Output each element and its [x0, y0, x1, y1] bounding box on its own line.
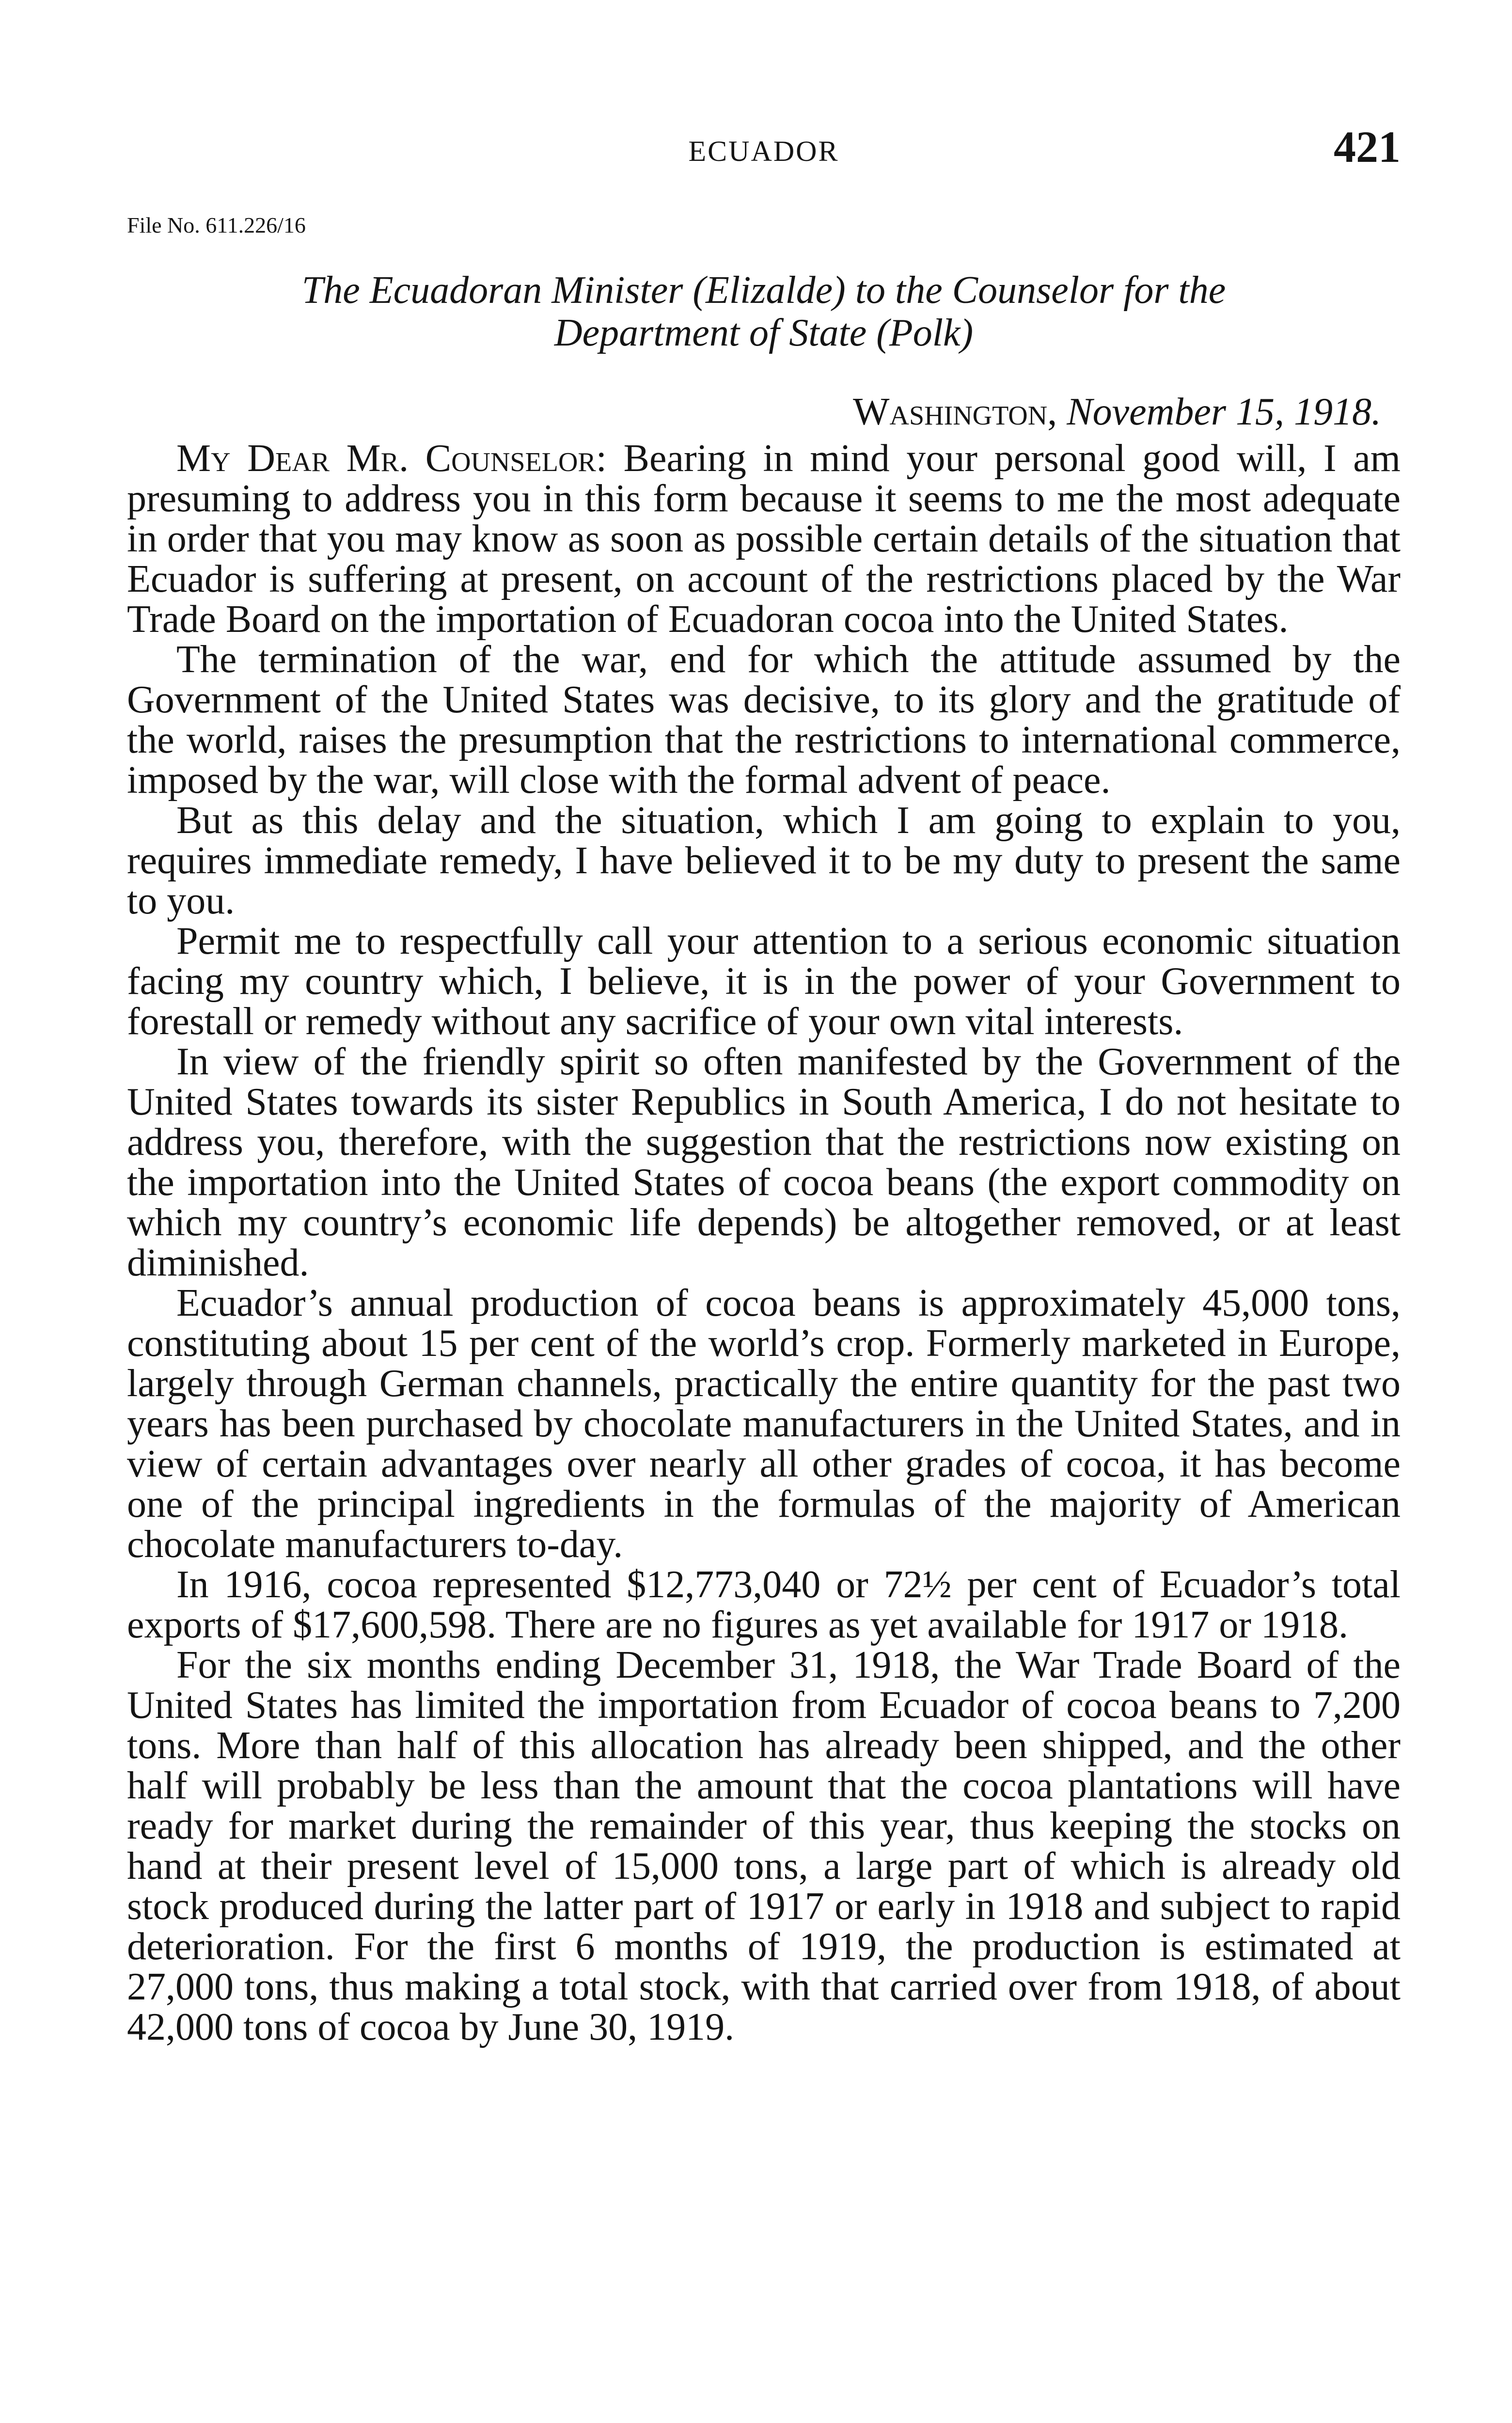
title-line-2: Department of State (Polk) [554, 312, 974, 354]
document-title [127, 269, 1401, 354]
paragraph-6: Ecuador’s annual production of cocoa beans is approximately 45,000 tons, constituting about 15 per cent of the world’s crop. Formerly marketed in Europe, largely through German channels, practically the entire quantity for the past two years has been purchased by chocolate manufacturers in the United States, and in view of certain advantages over nearly all other grades of cocoa, it has become one of the principal ingredients in the formulas of the majority of American chocolate manufacturers to-day. [127, 1282, 1401, 1566]
dateline-date: November 15, 1918. [1067, 391, 1381, 433]
paragraph-1-text: Bearing in mind your personal good will, I am presuming to address you in this form because it seems to me the most adequate in order that you may know as soon as possible certain details of the situation that Ecuador is suffering at present, on account of the restrictions placed by the War Trade Board on the importation of Ecuadoran cocoa into the United States. [127, 437, 1401, 641]
file-number: File No. 611.226/16 [127, 213, 306, 237]
paragraph-1 [127, 439, 1401, 640]
paragraph-8: For the six months ending December 31, 1918, the War Trade Board of the United States has limited the importation from Ecuador of cocoa beans to 7,200 tons. More than half of this allocation has already been shipped, and the other half will probably be less than the amount that the cocoa plantations will have ready for market during the remainder of this year, thus keeping the stocks on hand at their present level of 15,000 tons, a large part of which is already old stock produced during the latter part of 1917 or early in 1918 and subject to rapid deterioration. For the first 6 months of 1919, the production is estimated at 27,000 tons, thus making a total stock, with that carried over from 1918, of about 42,000 tons of cocoa by June 30, 1919. [127, 1644, 1401, 2048]
paragraph-3: But as this delay and the situation, which I am going to explain to you, requires immediate remedy, I have believed it to be my duty to present the same to you. [127, 799, 1401, 922]
running-head: ECUADOR [688, 135, 839, 167]
paragraph-4: Permit me to respectfully call your attention to a serious economic situation facing my country which, I believe, it is in the power of your Government to forestall or remedy without any sacrifice of your own vital interests. [127, 920, 1401, 1043]
letter-body [127, 439, 1401, 2047]
paragraph-7: In 1916, cocoa represented $12,773,040 or 72½ per cent of Ecuador’s total exports of $17,600,598. There are no figures as yet available for 1917 or 1918. [127, 1563, 1401, 1646]
title-line-1: The Ecuadoran Minister (Elizalde) to the Counselor for the [301, 269, 1226, 312]
document-page [127, 0, 1401, 2423]
paragraph-5: In view of the friendly spirit so often manifested by the Government of the United States towards its sister Republics in South America, I do not hesitate to address you, therefore, with the suggestion that the restrictions now existing on the importation into the United States of cocoa beans (the export commodity on which my country’s economic life depends) be altogether removed, or at least diminished. [127, 1040, 1401, 1284]
page-number: 421 [1334, 122, 1401, 172]
dateline-place: Washington, [853, 391, 1057, 433]
paragraph-2: The termination of the war, end for which the attitude assumed by the Government of the United States was decisive, to its glory and the gratitude of the world, raises the presumption that the restrictions to international commerce, imposed by the war, will close with the formal advent of peace. [127, 638, 1401, 802]
salutation: My Dear Mr. Counselor: [176, 437, 607, 480]
dateline [853, 390, 1381, 434]
page-header [127, 121, 1401, 179]
